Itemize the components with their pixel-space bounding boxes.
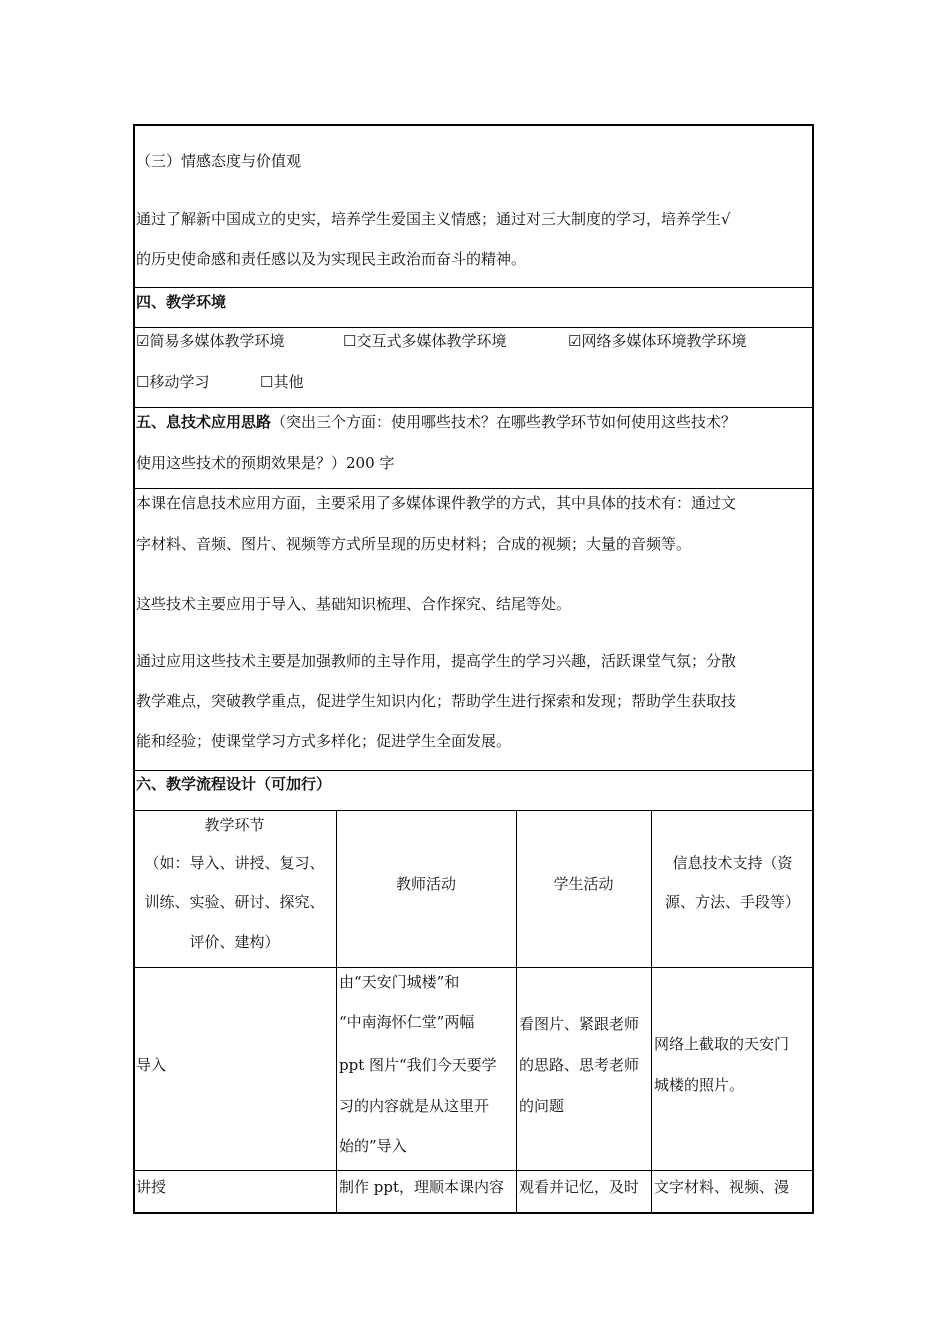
row-intro-tech-line2: 城楼的照片。	[654, 1076, 745, 1094]
row-intro-teacher-line1: 由“天安门城楼”和	[339, 973, 460, 991]
section5-para1-line2: 字材料、音频、图片、视频等方式所呈现的历史材料；合成的视频；大量的音频等。	[136, 535, 692, 553]
row-intro-stage: 导入	[136, 1056, 167, 1074]
row-divider	[133, 287, 814, 288]
section5-heading	[136, 412, 736, 432]
section5-para2: 这些技术主要应用于导入、基础知识梳理、合作探究、结尾等处。	[136, 595, 572, 613]
section5-para3-line1: 通过应用这些技术主要是加强教师的主导作用，提高学生的学习兴趣，活跃课堂气氛；分散	[136, 652, 737, 670]
header-stage-line4: 评价、建构）	[189, 933, 280, 951]
row-lecture-student-line1: 观看并记忆，及时	[519, 1178, 640, 1196]
row-lecture-teacher-line1: 制作 ppt，理顺本课内容	[339, 1178, 505, 1196]
row-intro-student-line2: 的思路、思考老师	[519, 1056, 640, 1074]
row-intro-student-line3: 的问题	[519, 1097, 565, 1115]
row-divider	[133, 770, 814, 771]
row-lecture-tech-line1: 文字材料、视频、漫	[654, 1178, 790, 1196]
section3-text-line2: 的历史使命感和责任感以及为实现民主政治而奋斗的精神。	[136, 250, 527, 268]
row-intro-teacher-line3: ppt 图片“我们今天要学	[339, 1056, 497, 1074]
section5-heading-note: （突出三个方面：使用哪些技术？在哪些教学环节如何使用这些技术？	[271, 413, 737, 431]
env-option-mobile-learning[interactable]: ☐移动学习	[136, 373, 210, 391]
row-intro-student-line1: 看图片、紧跟老师	[519, 1015, 640, 1033]
env-option-interactive-multimedia[interactable]: ☐交互式多媒体教学环境	[343, 332, 507, 350]
row-divider	[133, 1170, 814, 1171]
section3-text-line1: 通过了解新中国成立的史实，培养学生爱国主义情感；通过对三大制度的学习，培养学生√	[136, 210, 731, 228]
row-intro-teacher-line2: “中南海怀仁堂”两幅	[339, 1013, 475, 1031]
row-intro-teacher-line5: 始的”导入	[339, 1137, 407, 1155]
section5-para3-line2: 教学难点，突破教学重点，促进学生知识内化；帮助学生进行探索和发现；帮助学生获取技	[136, 692, 737, 710]
row-divider	[133, 810, 814, 811]
section4-heading: 四、教学环境	[136, 293, 227, 311]
header-teacher-activity: 教师活动	[395, 875, 456, 893]
header-stage-line1: 教学环节	[204, 816, 265, 834]
header-stage-line2: （如：导入、讲授、复习、	[144, 854, 325, 872]
section5-para3-line3: 能和经验；使课堂学习方式多样化；促进学生全面发展。	[136, 732, 512, 750]
row-intro-tech-line1: 网络上截取的天安门	[654, 1035, 790, 1053]
row-divider	[133, 488, 814, 489]
env-option-other[interactable]: ☐其他	[260, 373, 304, 391]
column-divider	[516, 810, 517, 1212]
row-divider	[133, 967, 814, 968]
row-intro-teacher-line4: 习的内容就是从这里开	[339, 1097, 490, 1115]
lesson-plan-table	[133, 124, 814, 1214]
row-divider	[133, 407, 814, 408]
section5-heading-line2: 使用这些技术的预期效果是？）200 字	[136, 454, 395, 472]
column-divider	[336, 810, 337, 1212]
env-option-network-multimedia[interactable]: ☑网络多媒体环境教学环境	[568, 332, 747, 350]
section3-heading: （三）情感态度与价值观	[136, 152, 302, 170]
row-divider	[133, 327, 814, 328]
env-option-simple-multimedia[interactable]: ☑简易多媒体教学环境	[136, 332, 285, 350]
section6-heading: 六、教学流程设计（可加行）	[136, 775, 332, 793]
section5-heading-bold: 五、息技术应用思路	[136, 413, 272, 431]
row-lecture-stage: 讲授	[136, 1178, 167, 1196]
header-tech-support-line2: 源、方法、手段等）	[664, 893, 800, 911]
header-student-activity: 学生活动	[553, 875, 614, 893]
header-stage-line3: 训练、实验、研讨、探究、	[144, 893, 325, 911]
section5-para1-line1: 本课在信息技术应用方面，主要采用了多媒体课件教学的方式，其中具体的技术有：通过文	[136, 494, 737, 512]
header-tech-support-line1: 信息技术支持（资	[672, 854, 793, 872]
